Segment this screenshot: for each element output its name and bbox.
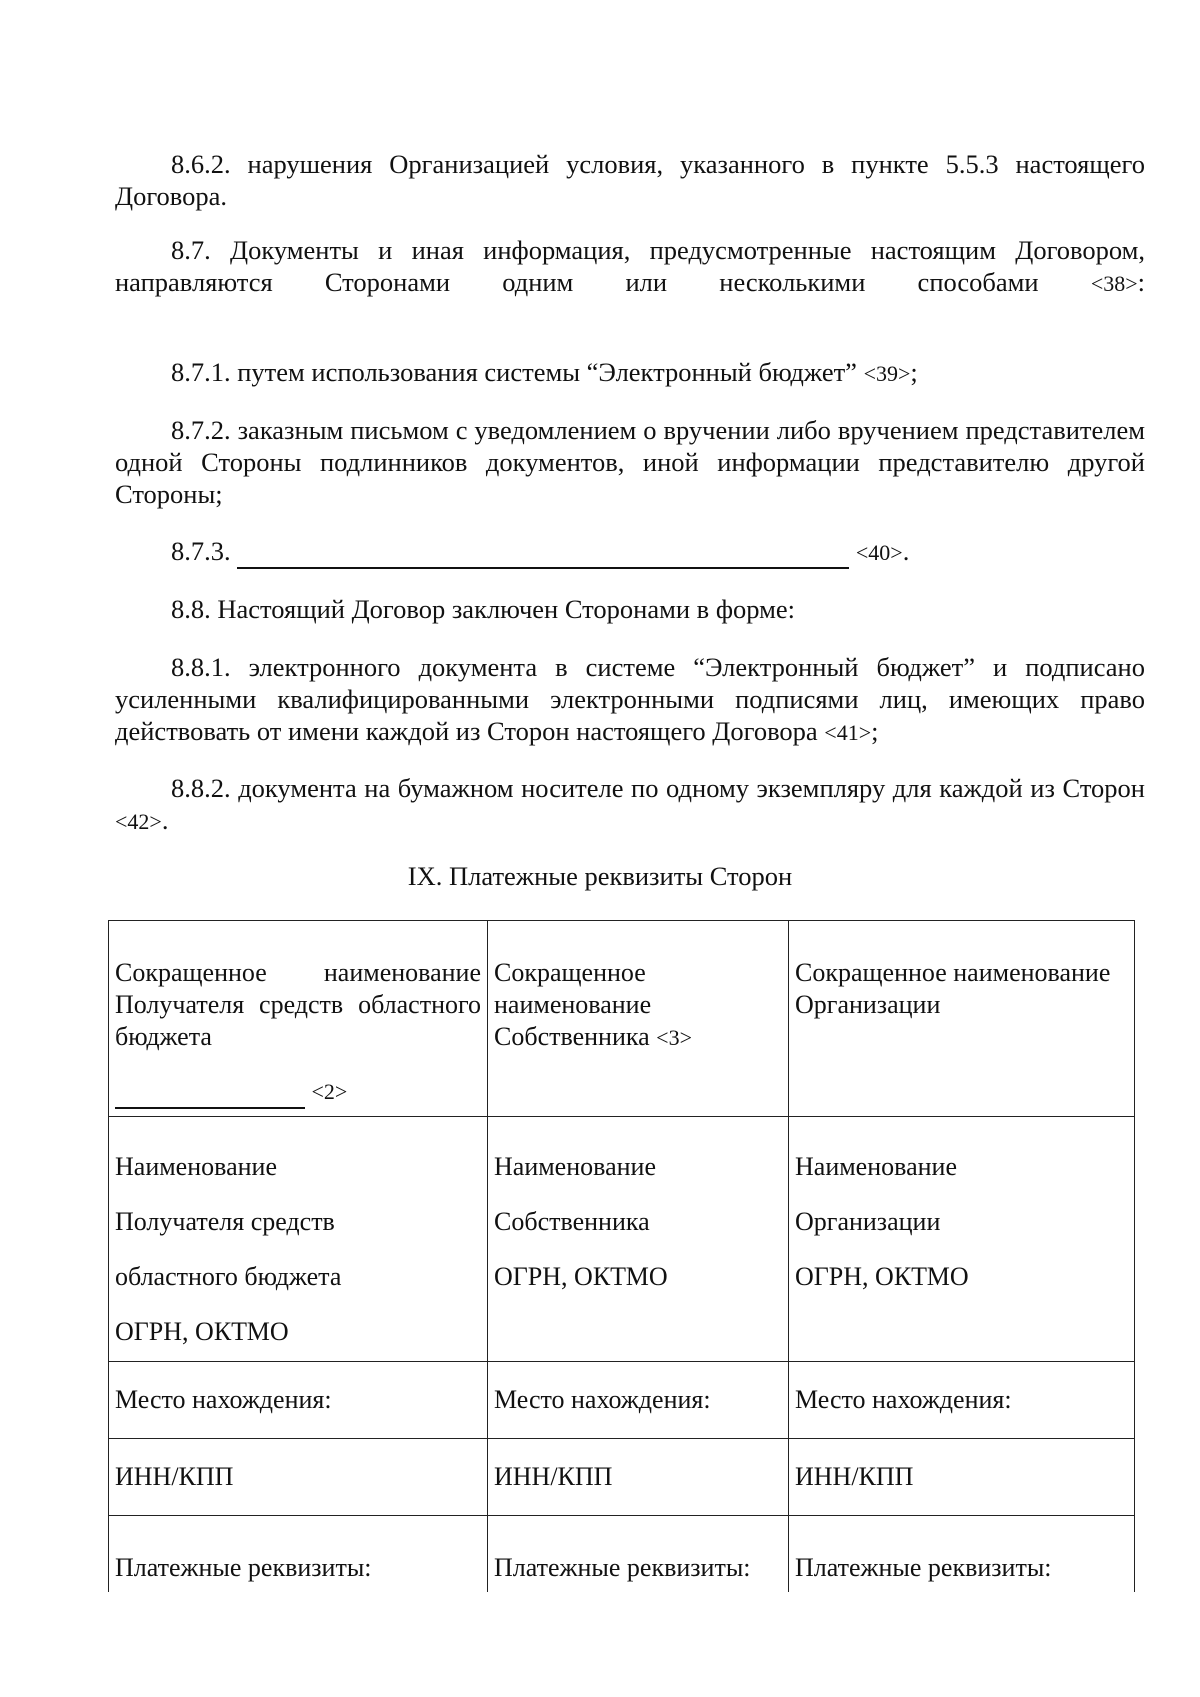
paragraph-8-8-2 (115, 772, 1145, 838)
footnote-ref: <42> (115, 809, 162, 834)
footnote-ref: <2> (311, 1079, 348, 1104)
payment-details-table (108, 920, 1135, 1592)
cell-line: Наименование (494, 1152, 656, 1181)
table-row (109, 921, 1135, 1117)
paragraph-text: 8.7.2. заказным письмом с уведомлением о вручении либо вручением представителем одной Стороны подлинников документов, иной информации представителю другой Стороны; (115, 415, 1145, 509)
cell-label: Сокращенное наименование Собственника (494, 958, 652, 1051)
paragraph-8-7-3 (115, 535, 1145, 569)
table-cell (488, 1117, 789, 1362)
paragraph-8-6-2 (115, 148, 1145, 212)
table-cell: Платежные реквизиты: (488, 1516, 789, 1592)
paragraph-text: 8.8.2. документа на бумажном носителе по одному экземпляру для каждой из Сторон (171, 773, 1145, 803)
punctuation: : (1137, 267, 1146, 297)
punctuation: . (161, 805, 169, 835)
blank-line (115, 1075, 305, 1109)
paragraph-label: 8.6.2. (171, 149, 231, 179)
cell-line: ОГРН, ОКТМО (795, 1262, 969, 1291)
cell-line: Наименование (115, 1152, 277, 1181)
blank-with-ref (115, 1075, 481, 1109)
paragraph-8-7 (115, 234, 1145, 300)
table-cell (488, 921, 789, 1117)
cell-text: Сокращенное наименование Получателя средств областного бюджета (115, 958, 481, 1051)
blank-line (237, 535, 849, 569)
table-row (109, 1516, 1135, 1592)
footnote-ref: <39> (863, 361, 911, 386)
cell-line: Наименование (795, 1152, 957, 1181)
paragraph-text: 8.7.1. путем использования системы “Электронный бюджет” (171, 357, 857, 387)
section-heading: IX. Платежные реквизиты Сторон (407, 861, 793, 891)
table-cell: Место нахождения: (488, 1362, 789, 1439)
cell-line: Получателя средств (115, 1207, 335, 1236)
cell-line: областного бюджета (115, 1262, 342, 1291)
footnote-ref: <38> (1090, 271, 1138, 296)
table-cell: ИНН/КПП (789, 1439, 1135, 1516)
paragraph-label: 8.7.3. (171, 536, 231, 566)
footnote-ref: <3> (656, 1025, 692, 1050)
paragraph-text: 8.8.1. электронного документа в системе “Электронный бюджет” и подписано усиленными квалифицированными электронными подписями лиц, имеющих право действовать от имени каждой из Сторон настоящего Договора (115, 652, 1145, 746)
table-cell (789, 1117, 1135, 1362)
punctuation: . (902, 536, 910, 566)
cell-line: Собственника (494, 1207, 650, 1236)
cell-line: Организации (795, 1207, 941, 1236)
table-cell (109, 1117, 488, 1362)
paragraph-8-8-1 (115, 651, 1145, 749)
cell-text: Сокращенное наименование Организации (795, 958, 1111, 1019)
paragraph-text: нарушения Организацией условия, указанного в пункте 5.5.3 настоящего Договора. (115, 149, 1145, 211)
footnote-ref: <41> (824, 720, 872, 745)
table-cell: Платежные реквизиты: (109, 1516, 488, 1592)
table-cell: Место нахождения: (109, 1362, 488, 1439)
table-row (109, 1117, 1135, 1362)
table-cell (109, 921, 488, 1117)
cell-line: ОГРН, ОКТМО (494, 1262, 668, 1291)
table-cell (789, 921, 1135, 1117)
table-cell: Платежные реквизиты: (789, 1516, 1135, 1592)
punctuation: ; (871, 716, 879, 746)
paragraph-line: направляются Сторонами одним или несколькими способами (115, 267, 1039, 297)
table-cell: ИНН/КПП (488, 1439, 789, 1516)
table-cell: ИНН/КПП (109, 1439, 488, 1516)
paragraph-text: 8.8. Настоящий Договор заключен Сторонами в форме: (171, 594, 795, 624)
paragraph-8-8 (115, 593, 1145, 625)
paragraph-8-7-2 (115, 414, 1145, 510)
paragraph-line: 8.7. Документы и иная информация, предусмотренные настоящим Договором, (171, 235, 1145, 265)
table-cell: Место нахождения: (789, 1362, 1135, 1439)
punctuation: ; (910, 357, 918, 387)
cell-text (494, 921, 782, 1054)
paragraph-8-7-1 (115, 356, 1145, 390)
table-row (109, 1439, 1135, 1516)
footnote-ref: <40> (855, 540, 903, 565)
table-row (109, 1362, 1135, 1439)
cell-line: ОГРН, ОКТМО (115, 1317, 289, 1346)
